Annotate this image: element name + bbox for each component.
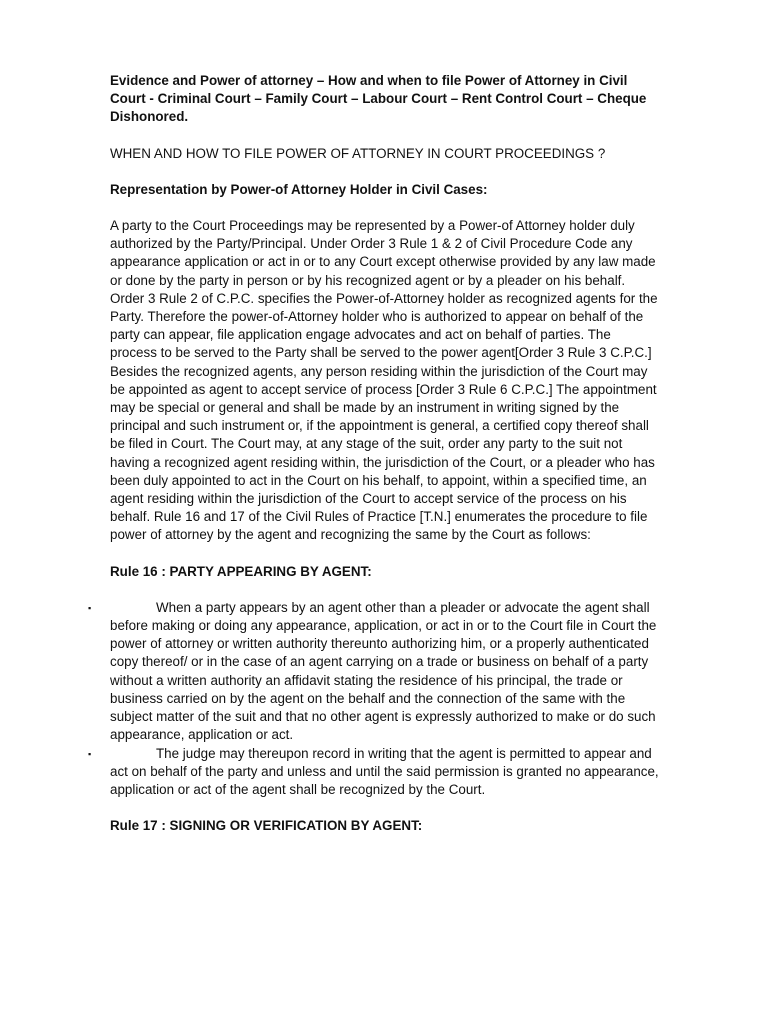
rule-16-list	[88, 599, 660, 799]
list-item	[88, 599, 660, 745]
list-item-text: When a party appears by an agent other than a pleader or advocate the agent shall before making or doing any appearance, application, or act in or to the Court file in Court the power of attorney or written authority thereunto authorizing him, or a properly authenticated copy thereof/ or in the case of an agent carrying on a trade or business on behalf of a party without a written authority an affidavit stating the residence of his principal, the trade or business carried on by the agent on the behalf and the connection of the same with the subject matter of the suit and that no other agent is expressly authorized to make or do such appearance, application or act.	[110, 599, 657, 743]
bullet-square-icon: ▪	[88, 602, 92, 613]
document-title: Evidence and Power of attorney – How and when to file Power of Attorney in Civil Court - Criminal Court – Family Court – Labour Court – Rent Control Court – Cheque Dishonored.	[110, 73, 647, 125]
list-item-text: The judge may thereupon record in writing that the agent is permitted to appear and act on behalf of the party and unless and until the said permission is granted no appearance, application or act of the agent shall be recognized by the Court.	[110, 745, 659, 797]
list-item	[88, 745, 660, 800]
bullet-square-icon: ▪	[88, 748, 92, 759]
section-heading: Representation by Power-of Attorney Holder in Civil Cases:	[110, 181, 488, 197]
document-subheading: WHEN AND HOW TO FILE POWER OF ATTORNEY IN COURT PROCEEDINGS ?	[110, 145, 606, 161]
rule-16-heading: Rule 16 : PARTY APPEARING BY AGENT:	[110, 563, 372, 579]
document-page	[88, 72, 660, 835]
rule-17-heading: Rule 17 : SIGNING OR VERIFICATION BY AGENT:	[110, 818, 423, 834]
body-paragraph: A party to the Court Proceedings may be represented by a Power-of Attorney holder duly authorized by the Party/Principal. Under Order 3 Rule 1 & 2 of Civil Procedure Code any appearance application or act in or to any Court except otherwise provided by any law made or done by the party in person or by his recognized agent or by a pleader on his behalf. Order 3 Rule 2 of C.P.C. specifies the Power-of-Attorney holder as recognized agents for the Party. Therefore the power-of-Attorney holder who is authorized to appear on behalf of the party can appear, file application engage advocates and act on behalf of parties. The process to be served to the Party shall be served to the power agent[Order 3 Rule 3 C.P.C.] Besides the recognized agents, any person residing within the jurisdiction of the Court may be appointed as agent to accept service of process [Order 3 Rule 6 C.P.C.] The appointment may be special or general and shall be made by an instrument in writing signed by the principal and such instrument or, if the appointment is general, a certified copy thereof shall be filed in Court. The Court may, at any stage of the suit, order any party to the suit not having a recognized agent residing within, the jurisdiction of the Court, or a pleader who has been duly appointed to act in the Court on his behalf, to appoint, within a specified time, an agent residing within the jurisdiction of the Court to accept service of the process on his behalf. Rule 16 and 17 of the Civil Rules of Practice [T.N.] enumerates the procedure to file power of attorney by the agent and recognizing the same by the Court as follows:	[110, 218, 658, 543]
